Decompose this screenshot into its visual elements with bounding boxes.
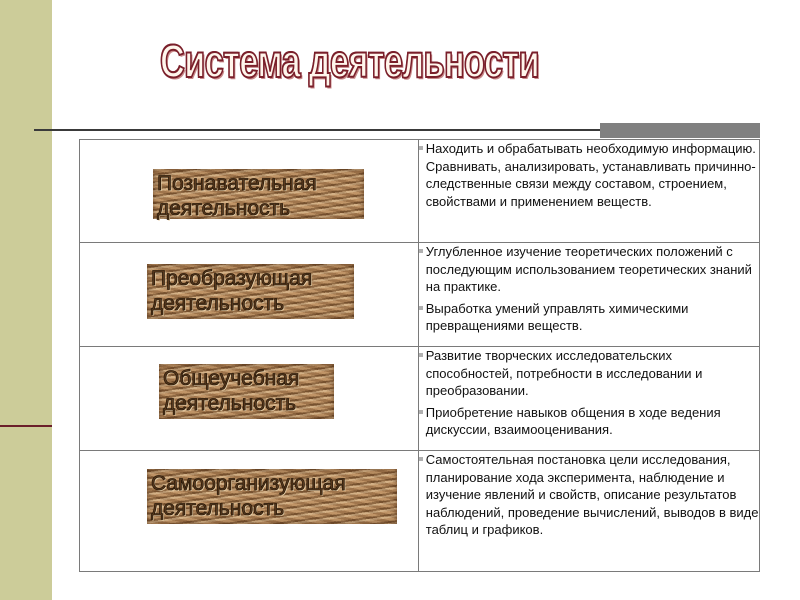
activity-label-line: деятельность: [151, 497, 285, 520]
list-item-text: Приобретение навыков общения в ходе ведения дискуссии, взаимооценивания.: [425, 404, 721, 437]
left-decor-bar: [0, 0, 52, 600]
label-cell: [80, 451, 419, 572]
left-decor-rule: [0, 425, 52, 427]
bullet-icon: [419, 249, 423, 253]
description-cell: [418, 451, 759, 572]
list-item-text: Находить и обрабатывать необходимую информацию. Сравнивать, анализировать, устанавливать причинно-следственные связи между составом, строением, свойствами и применением веществ.: [425, 141, 756, 209]
list-item: [419, 451, 759, 539]
activity-label: [159, 364, 334, 419]
description-cell: [418, 347, 759, 451]
bullet-icon: [419, 353, 423, 357]
table-row: [80, 243, 760, 347]
activity-label-line: Самоорганизующая: [151, 472, 346, 495]
activity-label: [153, 169, 364, 219]
description-cell: [418, 140, 759, 243]
table-row: [80, 347, 760, 451]
activity-table: [79, 139, 760, 572]
list-item-text: Развитие творческих исследовательских способностей, потребности в исследовании и преобразовании.: [425, 348, 703, 398]
bullet-icon: [419, 306, 423, 310]
slide-title: Система деятельности: [160, 35, 539, 87]
activity-label: [147, 264, 354, 319]
list-item-text: Самостоятельная постановка цели исследования, планирование хода эксперимента, наблюдение и изучение явлений и свойств, описание результатов наблюдений, проведение вычислений, выводов в виде таблиц и графиков.: [425, 452, 759, 537]
list-item: [419, 347, 759, 400]
label-cell: [80, 347, 419, 451]
gray-decor-block: [600, 123, 760, 138]
activity-label: [147, 469, 397, 524]
description-cell: [418, 243, 759, 347]
header-rule: [34, 129, 600, 131]
table-row: [80, 140, 760, 243]
list-item: [419, 140, 759, 210]
list-item: [419, 404, 759, 439]
list-item-text: Углубленное изучение теоретических положений с последующим использованием теоретических знаний на практике.: [425, 244, 752, 294]
bullet-icon: [419, 457, 423, 461]
activity-label-line: деятельность: [163, 392, 297, 415]
activity-label-line: деятельность: [151, 292, 285, 315]
bullet-icon: [419, 410, 423, 414]
label-cell: [80, 243, 419, 347]
activity-label-line: Познавательная: [157, 172, 317, 195]
activity-label-line: Преобразующая: [151, 267, 313, 290]
bullet-icon: [419, 146, 423, 150]
list-item: [419, 243, 759, 296]
activity-label-line: Общеучебная: [163, 367, 300, 390]
list-item-text: Выработка умений управлять химическими превращениями веществ.: [425, 300, 689, 333]
table-row: [80, 451, 760, 572]
activity-label-line: деятельность: [157, 197, 291, 220]
list-item: [419, 300, 759, 335]
label-cell: [80, 140, 419, 243]
